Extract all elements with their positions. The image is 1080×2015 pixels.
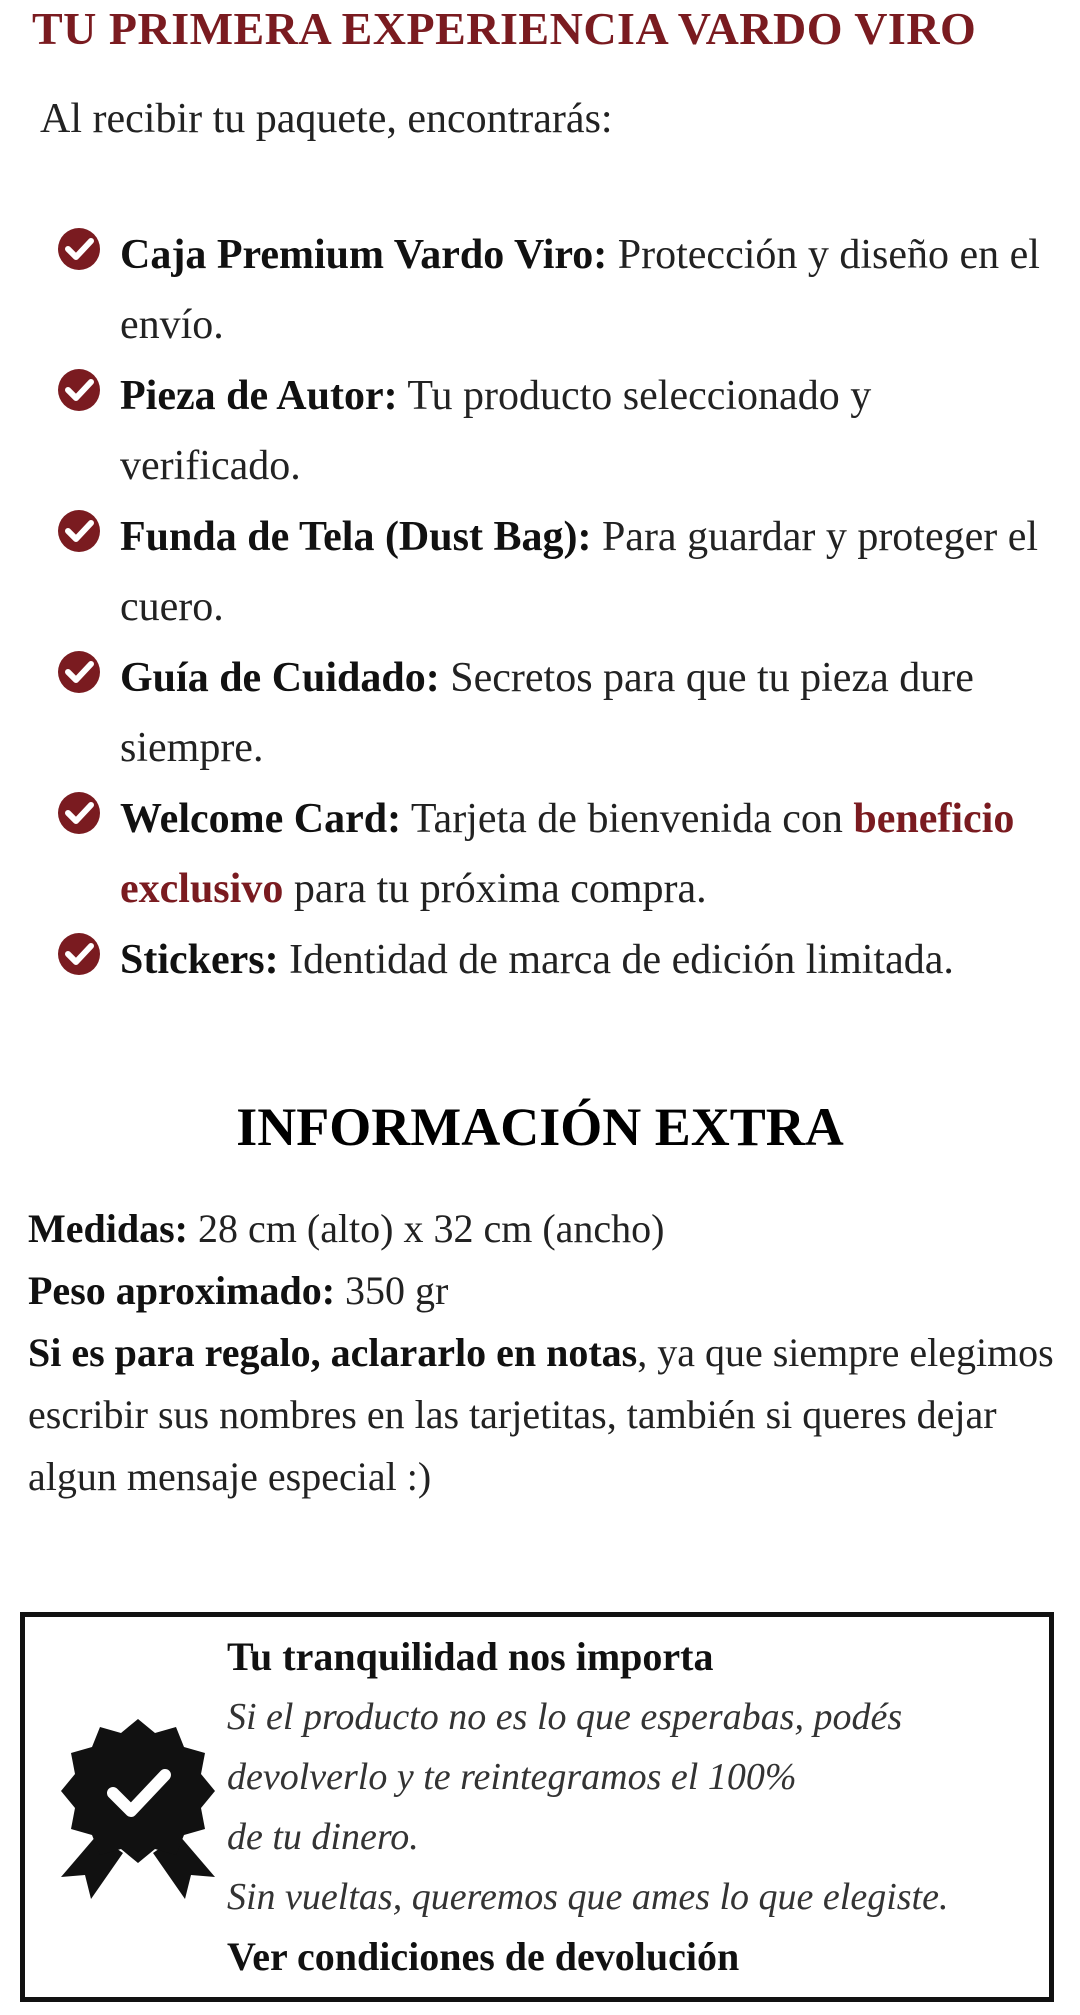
guarantee-line: devolverlo y te reintegramos el 100% <box>227 1756 797 1798</box>
exclusive-benefit-highlight: beneficio exclusivo <box>120 796 1015 912</box>
weight-value: 350 gr <box>335 1268 449 1313</box>
item-label: Pieza de Autor: <box>120 373 398 419</box>
guarantee-line: Si el producto no es lo que esperabas, podés <box>227 1696 903 1738</box>
return-conditions-link[interactable]: Ver condiciones de devolución <box>227 1934 740 1979</box>
item-description: Protección y diseño en el envío. <box>120 232 1040 348</box>
list-item <box>50 925 1060 995</box>
measures-value: 28 cm (alto) x 32 cm (ancho) <box>188 1206 665 1251</box>
item-description: Tarjeta de bienvenida con <box>401 796 854 842</box>
item-description: Secretos para que tu pieza dure siempre. <box>120 655 974 771</box>
gift-text: , ya que siempre elegimos escribir sus nombres en las tarjetitas, también si queres dejar algun mensaje especial :) <box>28 1330 1054 1499</box>
gift-label: Si es para regalo, aclararlo en notas <box>28 1330 638 1375</box>
package-items-list <box>50 220 1060 996</box>
list-item <box>50 361 1060 501</box>
list-item <box>50 643 1060 783</box>
extra-info-title: INFORMACIÓN EXTRA <box>236 1097 844 1157</box>
item-label: Caja Premium Vardo Viro: <box>120 232 608 278</box>
item-label: Funda de Tela (Dust Bag): <box>120 514 592 560</box>
check-circle-icon <box>54 365 104 415</box>
check-circle-icon <box>54 224 104 274</box>
item-label: Welcome Card: <box>120 796 402 842</box>
page-title: TU PRIMERA EXPERIENCIA VARDO VIRO <box>32 3 977 54</box>
check-circle-icon <box>54 647 104 697</box>
item-description: Tu producto seleccionado y verificado. <box>120 373 872 489</box>
weight-label: Peso aproximado: <box>28 1268 336 1313</box>
measures-row <box>28 1198 1068 1260</box>
guarantee-text <box>227 1627 1047 1987</box>
guarantee-line: de tu dinero. <box>227 1816 419 1858</box>
check-circle-icon <box>54 788 104 838</box>
verified-badge-icon <box>45 1707 231 1907</box>
weight-row <box>28 1260 1068 1322</box>
measures-label: Medidas: <box>28 1206 188 1251</box>
item-label: Stickers: <box>120 937 279 983</box>
guarantee-box <box>20 1612 1054 2002</box>
item-description: Identidad de marca de edición limitada. <box>278 937 954 983</box>
guarantee-line: Sin vueltas, queremos que ames lo que elegiste. <box>227 1876 949 1918</box>
extra-info <box>28 1198 1068 1508</box>
item-description-end: para tu próxima compra. <box>283 866 707 912</box>
list-item <box>50 784 1060 924</box>
guarantee-heading: Tu tranquilidad nos importa <box>227 1634 714 1679</box>
intro-text: Al recibir tu paquete, encontrarás: <box>40 96 613 142</box>
check-circle-icon <box>54 929 104 979</box>
check-circle-icon <box>54 506 104 556</box>
list-item <box>50 220 1060 360</box>
gift-note <box>28 1322 1068 1508</box>
list-item <box>50 502 1060 642</box>
item-label: Guía de Cuidado: <box>120 655 440 701</box>
item-description: Para guardar y proteger el cuero. <box>120 514 1039 630</box>
